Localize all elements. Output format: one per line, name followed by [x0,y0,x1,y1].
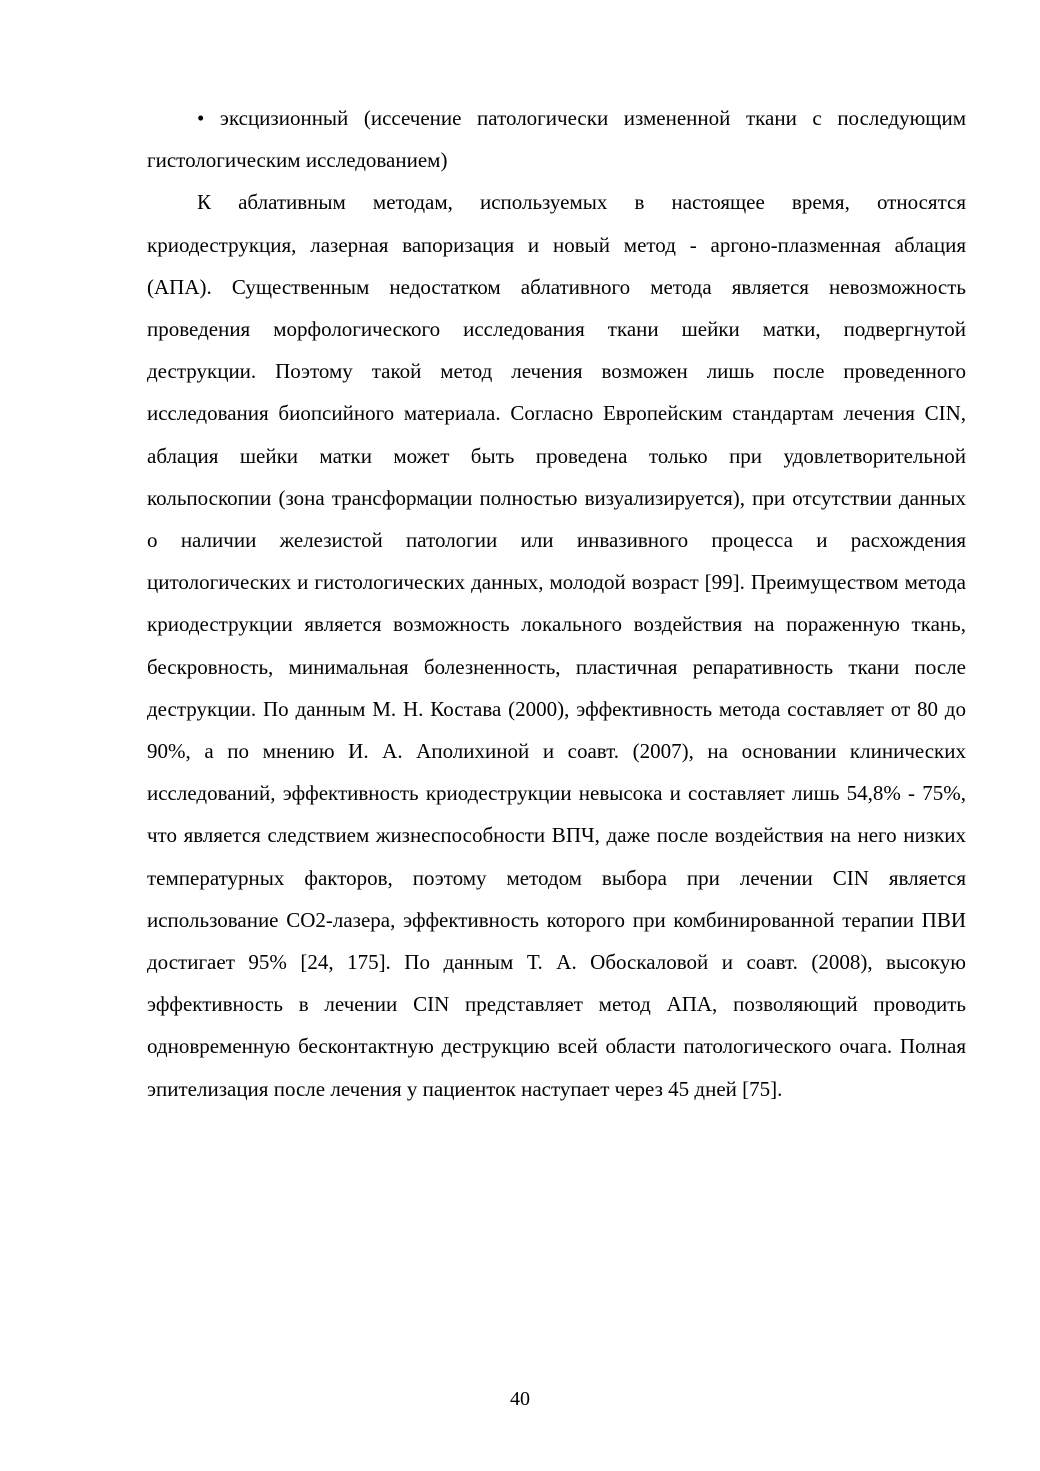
body-text [147,97,966,1110]
bullet-list-item: • эксцизионный (иссечение патологически измененной ткани с последующим гистологическим исследованием) [147,106,966,173]
page-number: 40 [510,1388,530,1410]
body-paragraph: К аблативным методам, используемых в настоящее время, относятся криодеструкция, лазерная вапоризация и новый метод - аргоно-плазменная аблация (АПА). Существенным недостатком аблативного метода является невозможность проведения морфологического исследования ткани шейки матки, подвергнутой деструкции. Поэтому такой метод лечения возможен лишь после проведенного исследования биопсийного материала. Согласно Европейским стандартам лечения CIN, аблация шейки матки может быть проведена только при удовлетворительной кольпоскопии (зона трансформации полностью визуализируется), при отсутствии данных о наличии железистой патологии или инвазивного процесса и расхождения цитологических и гистологических данных, молодой возраст [99]. Преимуществом метода криодеструкции является возможность локального воздействия на пораженную ткань, бескровность, минимальная болезненность, пластичная репаративность ткани после деструкции. По данным М. Н. Костава (2000), эффективность метода составляет от 80 до 90%, а по мнению И. А. Аполихиной и соавт. (2007), на основании клинических исследований, эффективность криодеструкции невысока и составляет лишь 54,8% - 75%, что является следствием жизнеспособности ВПЧ, даже после воздействия на него низких температурных факторов, поэтому методом выбора при лечении CIN является использование СО2-лазера, эффективность которого при комбинированной терапии ПВИ достигает 95% [24, 175]. По данным Т. А. Обоскаловой и соавт. (2008), высокую эффективность в лечении CIN представляет метод АПА, позволяющий проводить одновременную бесконтактную деструкцию всей области патологического очага. Полная эпителизация после лечения у пациенток наступает через 45 дней [75]. [147,190,966,1101]
